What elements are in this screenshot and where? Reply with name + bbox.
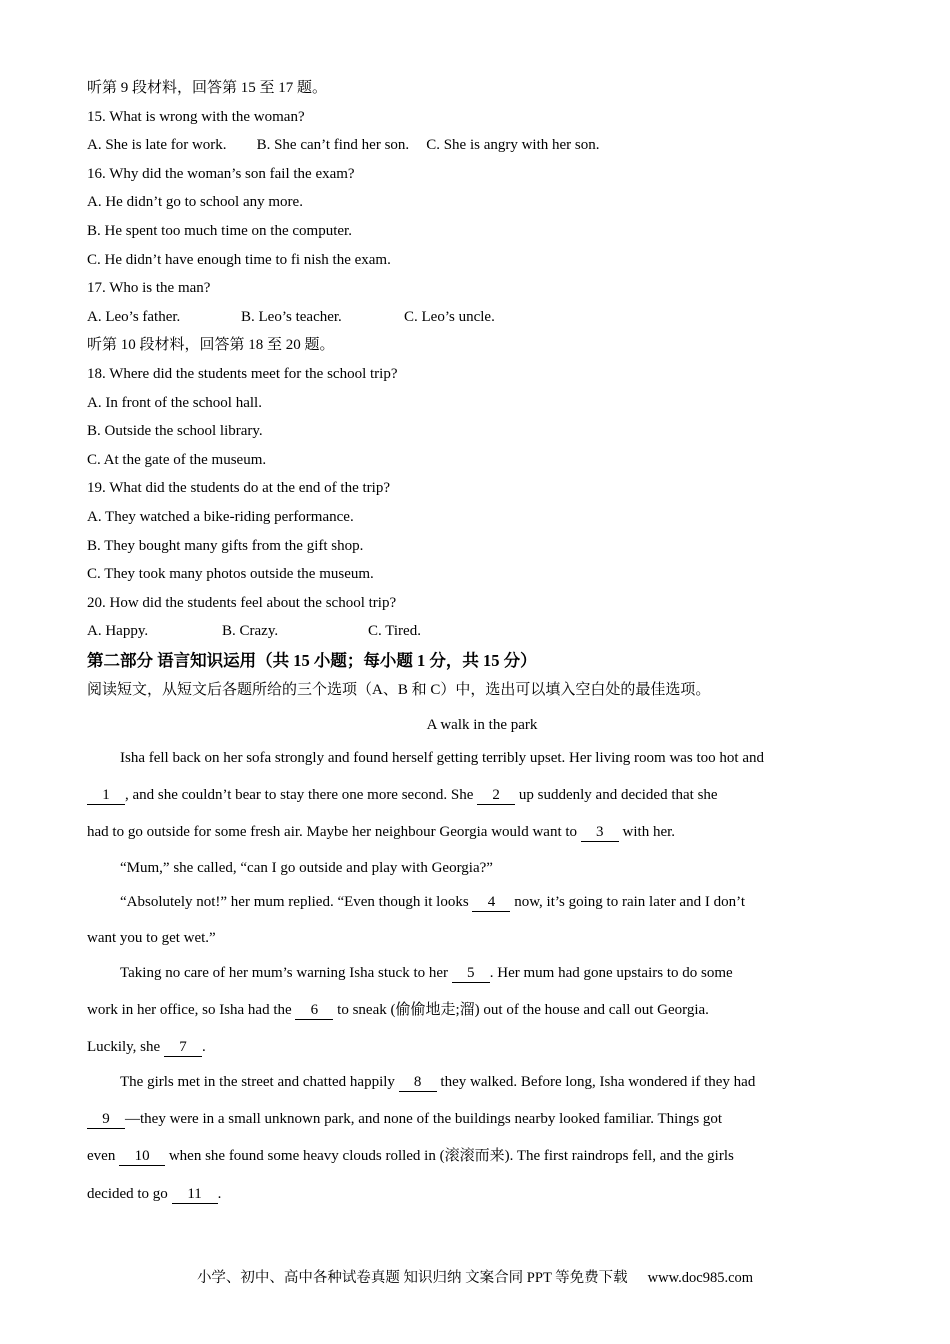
question-17: 17. Who is the man? xyxy=(87,280,211,297)
passage-line xyxy=(87,777,877,814)
text: Taking no care of her mum’s warning Isha stuck to her xyxy=(120,965,452,982)
segment-9-intro: 听第 9 段材料，回答第 15 至 17 题。 xyxy=(87,80,328,96)
text: work in her office, so Isha had the xyxy=(87,1002,296,1019)
passage-line xyxy=(87,1101,877,1138)
text: now, it’s going to rain later and I don’t xyxy=(510,893,745,910)
question-15-options xyxy=(87,131,877,160)
blank-4: 4 xyxy=(472,893,510,912)
text: when she found some heavy clouds rolled in (滚滚而来). The first raindrops fell, and the girls xyxy=(165,1148,734,1165)
option-c: C. She is angry with her son. xyxy=(426,137,600,154)
question-18: 18. Where did the students meet for the school trip? xyxy=(87,365,398,382)
passage-line: “Mum,” she called, “can I go outside and play with Georgia?” xyxy=(120,859,493,876)
option-b: B. They bought many gifts from the gift shop. xyxy=(87,537,364,554)
text: had to go outside for some fresh air. Maybe her neighbour Georgia would want to xyxy=(87,824,581,841)
blank-2: 2 xyxy=(477,786,515,805)
question-16: 16. Why did the woman’s son fail the exam? xyxy=(87,165,355,182)
blank-6: 6 xyxy=(295,1001,333,1020)
passage-line xyxy=(87,955,877,992)
blank-3: 3 xyxy=(581,823,619,842)
option-a: A. In front of the school hall. xyxy=(87,394,262,411)
passage-line xyxy=(87,1138,877,1175)
footer-text: 小学、初中、高中各种试卷真题 知识归纳 文案合同 PPT 等免费下载 xyxy=(196,1270,628,1286)
option-c: C. They took many photos outside the museum. xyxy=(87,566,374,583)
passage-line: want you to get wet.” xyxy=(87,930,216,947)
option-a: A. He didn’t go to school any more. xyxy=(87,194,303,211)
text: . xyxy=(217,1185,222,1202)
blank-5: 5 xyxy=(452,964,490,983)
question-19: 19. What did the students do at the end of the trip? xyxy=(87,480,390,497)
text: . Her mum had gone upstairs to do some xyxy=(489,965,733,982)
segment-10-intro: 听第 10 段材料，回答第 18 至 20 题。 xyxy=(87,337,335,354)
passage-line xyxy=(87,1176,877,1213)
passage-line xyxy=(87,740,877,777)
footer-url[interactable]: www.doc985.com xyxy=(647,1270,754,1286)
option-c: C. Tired. xyxy=(368,623,421,640)
blank-8: 8 xyxy=(399,1073,437,1092)
passage-line xyxy=(87,992,877,1029)
option-a: A. They watched a bike-riding performance. xyxy=(87,508,354,525)
text: decided to go xyxy=(87,1185,172,1202)
option-a: A. Leo’s father. xyxy=(87,308,181,325)
blank-9: 9 xyxy=(87,1110,125,1129)
text: to sneak (偷偷地走;溜) out of the house and call out Georgia. xyxy=(333,1002,709,1019)
passage-line xyxy=(87,1030,877,1064)
text: . xyxy=(201,1038,206,1055)
option-b: B. Outside the school library. xyxy=(87,423,263,440)
text: Isha fell back on her sofa strongly and found herself getting terribly upset. Her living room was too hot and xyxy=(120,749,765,766)
text: “Absolutely not!” her mum replied. “Even though it looks xyxy=(120,893,473,910)
text: —they were in a small unknown park, and none of the buildings nearby looked familiar. Things got xyxy=(125,1110,723,1127)
option-b: B. She can’t find her son. xyxy=(256,137,410,154)
question-20: 20. How did the students feel about the school trip? xyxy=(87,594,397,611)
option-c: C. At the gate of the museum. xyxy=(87,451,267,468)
question-20-options xyxy=(87,617,877,646)
text: The girls met in the street and chatted happily xyxy=(120,1073,399,1090)
blank-10: 10 xyxy=(119,1147,165,1166)
option-a: A. Happy. xyxy=(87,623,149,640)
blank-11: 11 xyxy=(172,1185,218,1204)
text: Luckily, she xyxy=(87,1038,164,1055)
option-a: A. She is late for work. xyxy=(87,137,227,154)
question-15: 15. What is wrong with the woman? xyxy=(87,108,305,125)
blank-7: 7 xyxy=(164,1038,202,1057)
question-17-options xyxy=(87,303,877,332)
blank-1: 1 xyxy=(87,786,125,805)
page-footer xyxy=(0,1268,950,1288)
part-2-instruction: 阅读短文，从短文后各题所给的三个选项（A、B 和 C）中，选出可以填入空白处的最佳选项。 xyxy=(87,681,711,698)
option-b: B. Crazy. xyxy=(222,623,279,640)
option-b: B. He spent too much time on the computer. xyxy=(87,222,352,239)
part-2-heading: 第二部分 语言知识运用（共 15 小题；每小题 1 分，共 15 分） xyxy=(87,650,537,670)
option-c: C. Leo’s uncle. xyxy=(404,308,495,325)
passage-line xyxy=(87,884,877,921)
text: , and she couldn’t bear to stay there one more second. She xyxy=(125,787,478,804)
exam-page xyxy=(87,74,877,1213)
text: up suddenly and decided that she xyxy=(515,787,718,804)
text: even xyxy=(87,1148,120,1165)
passage-line xyxy=(87,814,877,851)
option-c: C. He didn’t have enough time to fi nish the exam. xyxy=(87,251,391,268)
option-b: B. Leo’s teacher. xyxy=(241,308,342,325)
text: they walked. Before long, Isha wondered if they had xyxy=(436,1073,756,1090)
passage-line xyxy=(87,1064,877,1101)
passage-title: A walk in the park xyxy=(426,716,538,733)
text: with her. xyxy=(618,824,676,841)
